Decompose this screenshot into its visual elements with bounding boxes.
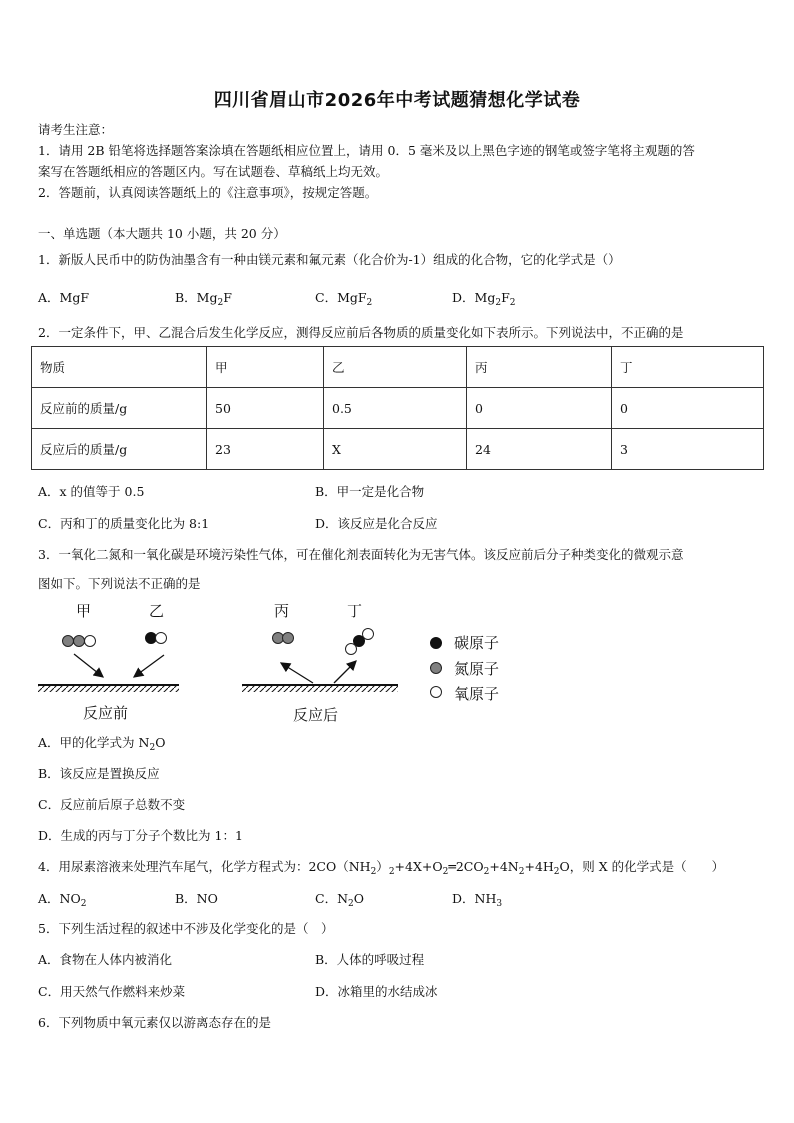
table-row	[32, 388, 764, 429]
table-header-cell: 物质	[32, 347, 207, 388]
mass-change-table	[31, 346, 764, 470]
legend-carbon: 碳原子	[454, 634, 500, 652]
question-1-stem: 1．新版人民币中的防伪油墨含有一种由镁元素和氟元素（化合价为-1）组成的化合物，它的化学式是（）	[38, 252, 621, 267]
table-cell: 23	[207, 429, 324, 470]
label-yi: 乙	[149, 602, 165, 620]
table-cell: 反应后的质量/g	[32, 429, 207, 470]
label-before: 反应前	[83, 704, 129, 722]
table-cell: X	[324, 429, 467, 470]
q4-option-d: D．$NH_3$	[452, 891, 503, 909]
q3-option-d: D．生成的丙与丁分子个数比为 1：1	[38, 828, 243, 843]
label-bing: 丙	[274, 602, 290, 620]
q3-option-c: C．反应前后原子总数不变	[38, 797, 186, 812]
arrow-out-right	[334, 661, 356, 683]
surface-hatch-after	[242, 686, 398, 692]
reaction-microscopic-diagram	[36, 598, 536, 728]
arrow-in-right	[134, 655, 164, 677]
question-3-stem-line-1: 3．一氧化二氮和一氧化碳是环境污染性气体，可在催化剂表面转化为无害气体。该反应前后分子种类变化的微观示意	[38, 547, 684, 562]
table-cell: 0	[467, 388, 612, 429]
table-header-cell: 甲	[207, 347, 324, 388]
n2-molecule	[273, 633, 294, 644]
table-cell: 3	[612, 429, 764, 470]
table-header-cell: 丙	[467, 347, 612, 388]
page-title: 四川省眉山市2026年中考试题猜想化学试卷	[213, 90, 581, 111]
q3-option-b: B．该反应是置换反应	[38, 766, 160, 781]
q2-option-b: B．甲一定是化合物	[315, 484, 425, 499]
notice-item-2: 2．答题前，认真阅读答题纸上的《注意事项》，按规定答题。	[38, 185, 378, 200]
q1-option-d: D．$Mg_2F_2$	[452, 290, 516, 308]
surface-hatch-before	[38, 686, 179, 692]
oxygen-atom-icon	[431, 687, 442, 698]
table-cell: 24	[467, 429, 612, 470]
q5-option-d: D．冰箱里的水结成冰	[315, 984, 438, 999]
question-6-stem: 6．下列物质中氧元素仅以游离态存在的是	[38, 1015, 271, 1030]
carbon-atom-icon	[431, 638, 442, 649]
section-heading: 一、单选题（本大题共 10 小题，共 20 分）	[38, 226, 286, 241]
q4-option-b: B．NO	[175, 891, 218, 906]
notice-item-1-line-2: 案写在答题纸相应的答题区内。写在试题卷、草稿纸上均无效。	[38, 164, 389, 179]
q2-option-a: A．x 的值等于 0.5	[38, 484, 145, 499]
co2-molecule	[346, 629, 374, 655]
table-header-row	[32, 347, 764, 388]
q1-option-b: B．$Mg_2F$	[175, 290, 232, 308]
co-molecule	[146, 633, 167, 644]
arrow-out-left	[281, 663, 313, 683]
table-cell: 反应前的质量/g	[32, 388, 207, 429]
q5-option-b: B．人体的呼吸过程	[315, 952, 425, 967]
question-5-stem: 5．下列生活过程的叙述中不涉及化学变化的是（ ）	[38, 921, 334, 936]
question-2-stem: 2．一定条件下，甲、乙混合后发生化学反应，测得反应前后各物质的质量变化如下表所示。下列说法中，不正确的是	[38, 325, 684, 340]
q4-option-a: A．$NO_2$	[38, 891, 87, 909]
q4-option-c: C．$N_2O$	[315, 891, 364, 909]
table-row	[32, 429, 764, 470]
table-cell: 0.5	[324, 388, 467, 429]
notice-item-1-line-1: 1．请用 2B 铅笔将选择题答案涂填在答题纸相应位置上，请用 0．5 毫米及以上黑色字迹的钢笔或签字笔将主观题的答	[38, 143, 695, 158]
label-after: 反应后	[293, 706, 339, 724]
q1-option-a: A．MgF	[38, 290, 90, 305]
q5-option-a: A．食物在人体内被消化	[38, 952, 173, 967]
table-header-cell: 乙	[324, 347, 467, 388]
table-cell: 50	[207, 388, 324, 429]
n2o-molecule	[63, 636, 96, 647]
question-4-stem: 4．用尿素溶液来处理汽车尾气，化学方程式为：$2CO(NH_2)_2+4X+O_2═2CO_2+4N_2+4H_2O$，则 X 的化学式是（ ）	[38, 859, 725, 877]
q2-option-c: C．丙和丁的质量变化比为 8:1	[38, 516, 210, 531]
legend-oxygen: 氧原子	[454, 685, 500, 703]
table-header-cell: 丁	[612, 347, 764, 388]
atom-legend	[431, 634, 500, 703]
q2-option-d: D．该反应是化合反应	[315, 516, 438, 531]
label-jia: 甲	[76, 602, 92, 620]
q1-option-c: C．MgF$_2$	[315, 290, 373, 308]
legend-nitrogen: 氮原子	[454, 660, 500, 678]
notice-heading: 请考生注意：	[38, 122, 114, 137]
q5-option-c: C．用天然气作燃料来炒菜	[38, 984, 186, 999]
question-3-stem-line-2: 图如下。下列说法不正确的是	[38, 576, 201, 591]
table-cell: 0	[612, 388, 764, 429]
q3-option-a: A．甲的化学式为 $N_2O$	[38, 735, 166, 753]
label-ding: 丁	[347, 602, 363, 620]
arrow-in-left	[74, 654, 103, 677]
nitrogen-atom-icon	[431, 663, 442, 674]
